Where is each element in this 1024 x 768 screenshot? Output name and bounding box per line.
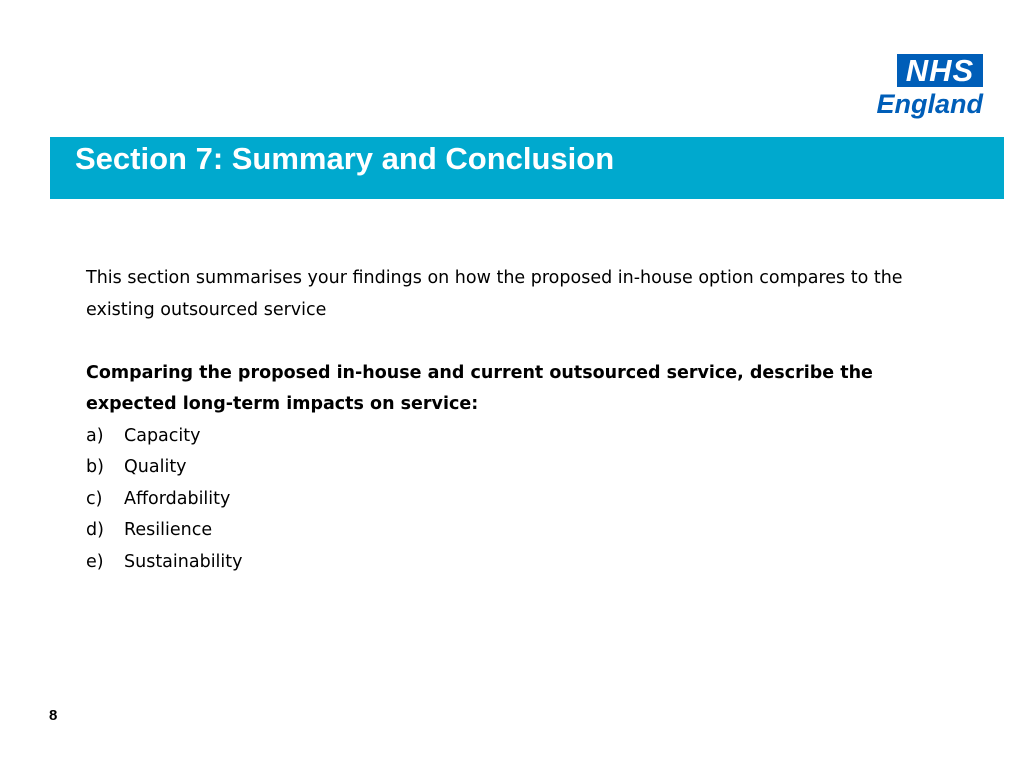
page-number: 8 (49, 707, 58, 724)
list-item-marker: c) (86, 488, 103, 509)
list-item (86, 515, 956, 547)
list-item-label: Capacity (124, 425, 201, 446)
list-item-label: Resilience (124, 520, 213, 540)
list-item (86, 484, 956, 516)
list-item-marker: a) (86, 425, 104, 446)
intro-paragraph: This section summarises your findings on how the proposed in-house option compares to the existing outsourced service (86, 268, 903, 320)
list-item-label: Quality (124, 457, 187, 477)
section-title-bar (50, 137, 1004, 199)
page-title: Section 7: Summary and Conclusion (75, 141, 615, 176)
list-item-marker: e) (86, 551, 104, 572)
question-heading: Comparing the proposed in-house and current outsourced service, describe the expected long-term impacts on service: (86, 362, 873, 414)
list-item-label: Sustainability (124, 551, 243, 572)
list-item (86, 452, 956, 484)
list-item-label: Affordability (124, 488, 231, 509)
list-item-marker: b) (86, 457, 104, 477)
nhs-logo-box: NHS (897, 54, 983, 87)
list-item-marker: d) (86, 520, 104, 540)
nhs-england-logo (871, 54, 983, 124)
impact-list (86, 421, 956, 579)
list-item (86, 421, 956, 453)
nhs-logo-text: England (876, 89, 983, 119)
slide-content (86, 263, 956, 578)
list-item (86, 547, 956, 579)
